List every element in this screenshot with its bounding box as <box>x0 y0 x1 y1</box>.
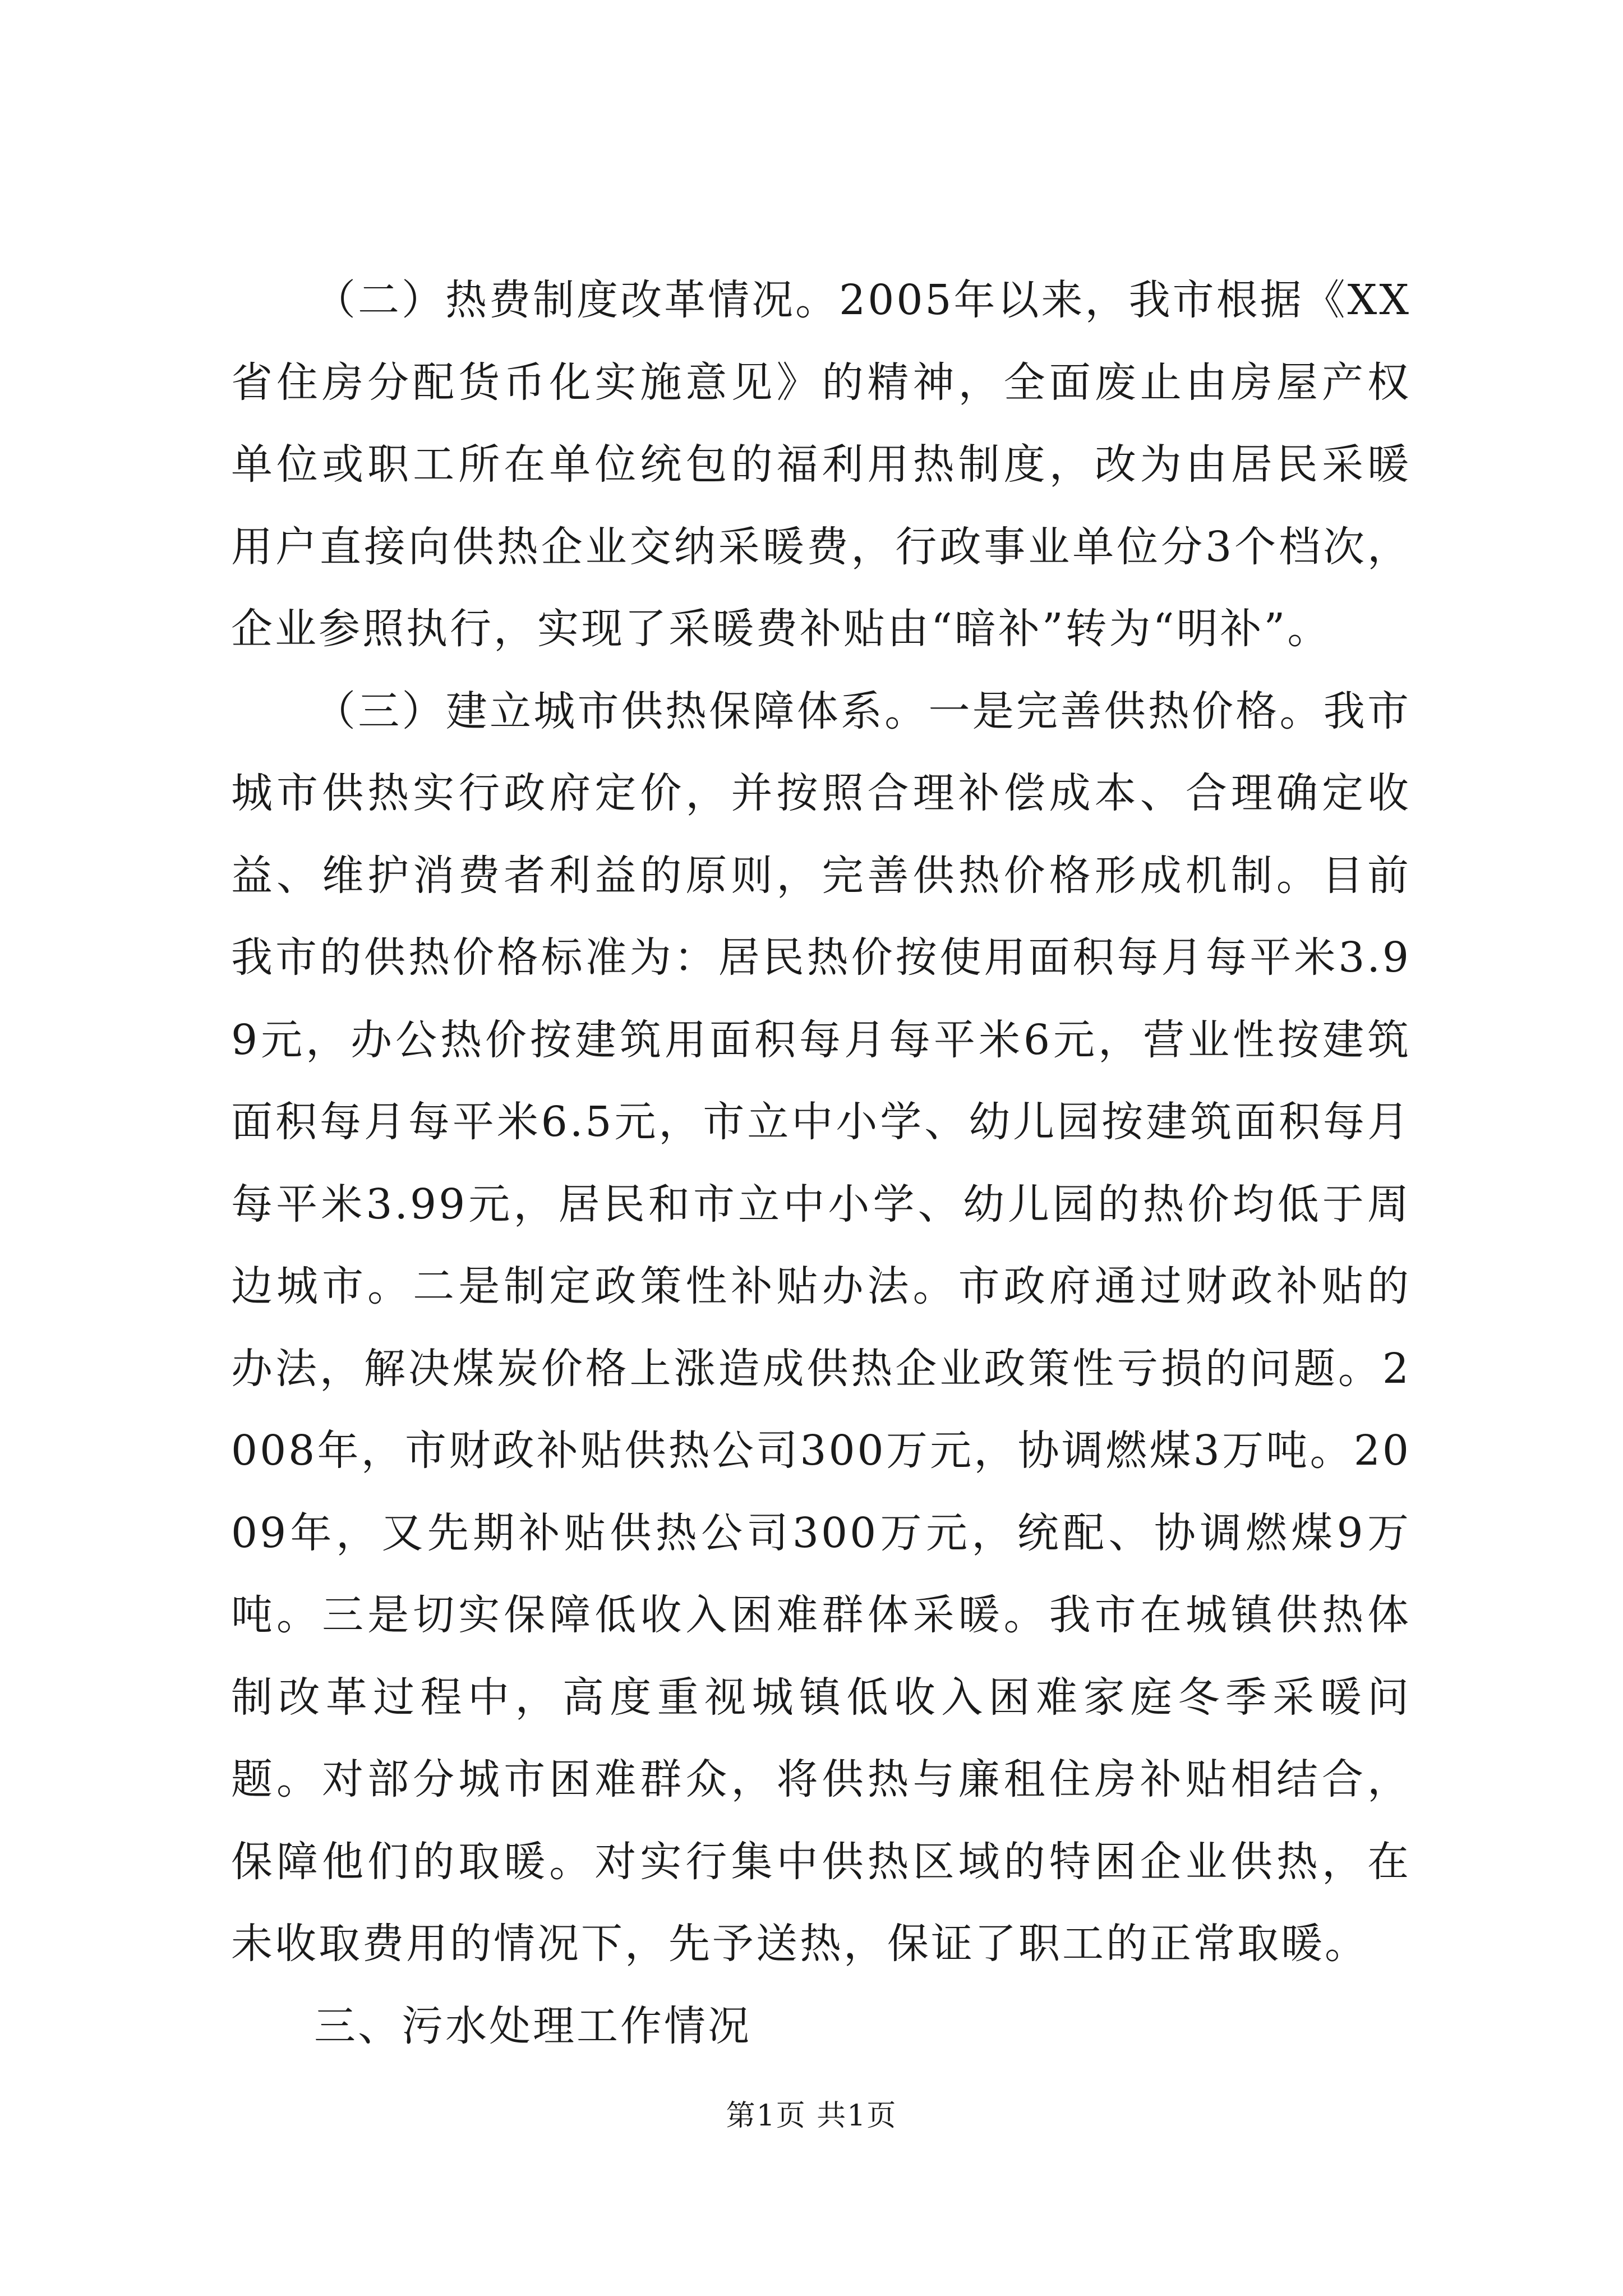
paragraph-heating-fee-reform: （二）热费制度改革情况。2005年以来，我市根据《XX省住房分配货币化实施意见》的精神，全面废止由房屋产权单位或职工所在单位统包的福利用热制度，改为由居民采暖用户直接向供热企业交纳采暖费，行政事业单位分3个档次，企业参照执行，实现了采暖费补贴由“暗补”转为“明补”。 <box>231 276 1411 653</box>
page-footer: 第1页 共1页 <box>726 2099 897 2133</box>
section-heading-sewage-treatment: 三、污水处理工作情况 <box>314 2001 751 2050</box>
document-body <box>231 259 1411 2067</box>
paragraph-heating-guarantee-system: （三）建立城市供热保障体系。一是完善供热价格。我市城市供热实行政府定价，并按照合理补偿成本、合理确定收益、维护消费者利益的原则，完善供热价格形成机制。目前我市的供热价格标准为：居民热价按使用面积每月每平米3.99元，办公热价按建筑用面积每月每平米6元，营业性按建筑面积每月每平米6.5元，市立中小学、幼儿园按建筑面积每月每平米3.99元，居民和市立中小学、幼儿园的热价均低于周边城市。二是制定政策性补贴办法。市政府通过财政补贴的办法，解决煤炭价格上涨造成供热企业政策性亏损的问题。2008年，市财政补贴供热公司300万元，协调燃煤3万吨。2009年，又先期补贴供热公司300万元，统配、协调燃煤9万吨。三是切实保障低收入困难群体采暖。我市在城镇供热体制改革过程中，高度重视城镇低收入困难家庭冬季采暖问题。对部分城市困难群众，将供热与廉租住房补贴相结合，保障他们的取暖。对实行集中供热区域的特困企业供热，在未收取费用的情况下，先予送热，保证了职工的正常取暖。 <box>231 687 1411 1968</box>
